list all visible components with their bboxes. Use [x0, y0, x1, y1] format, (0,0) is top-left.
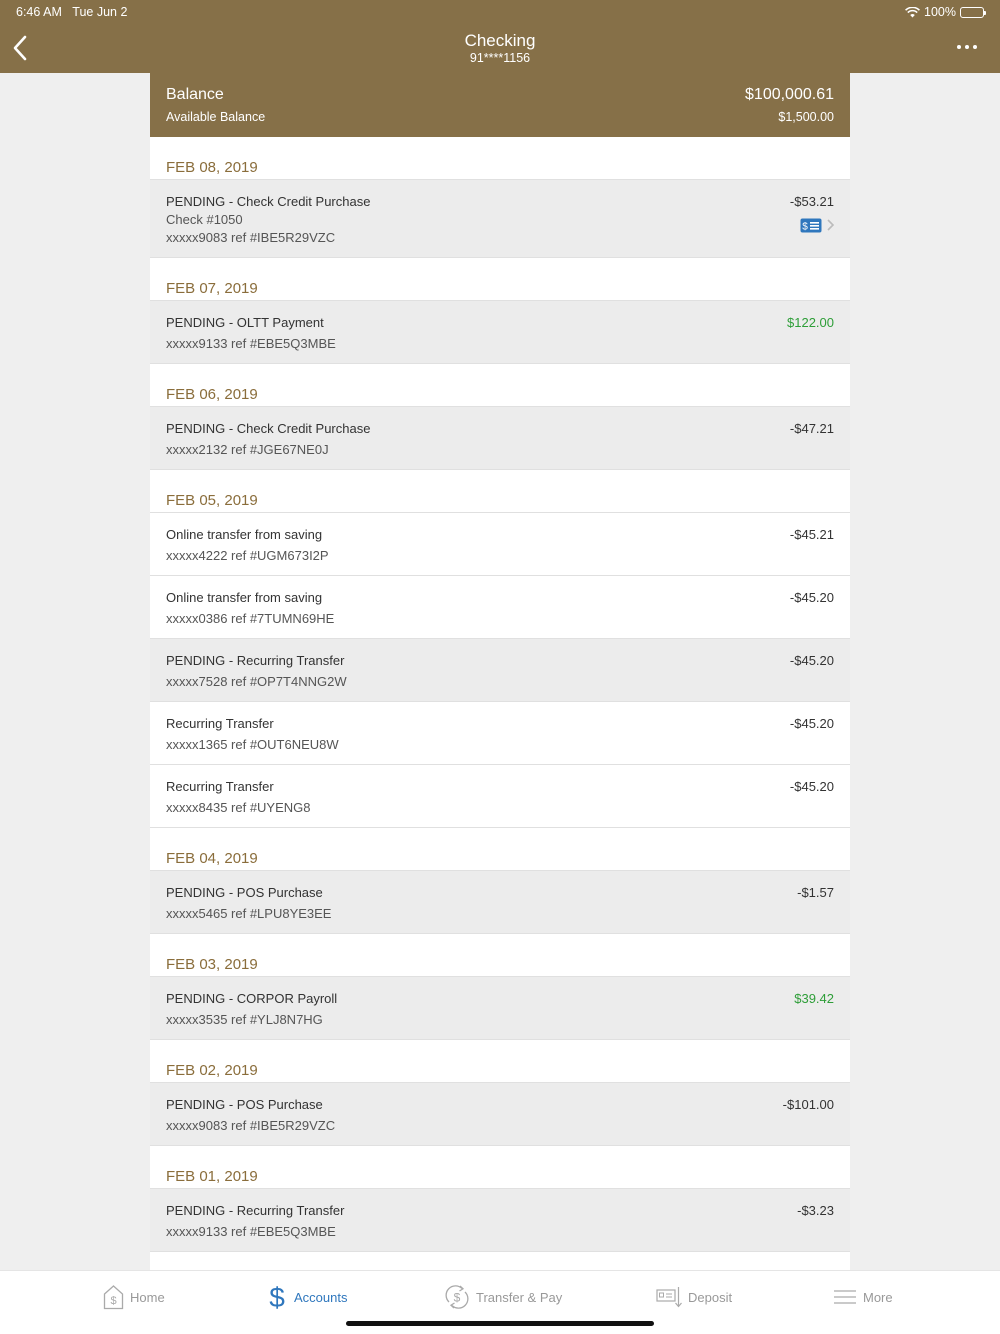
- status-time: 6:46 AM Tue Jun 2: [16, 5, 128, 19]
- transaction-reference: xxxxx2132 ref #JGE67NE0J: [166, 442, 329, 457]
- transaction-amount: -$3.23: [797, 1203, 834, 1218]
- transaction-amount: -$47.21: [789, 421, 834, 436]
- deposit-check-icon: [656, 1285, 682, 1309]
- battery-percent: 100%: [924, 5, 956, 19]
- tab-more[interactable]: [833, 1281, 893, 1313]
- tab-deposit-label: Deposit: [688, 1289, 733, 1305]
- chevron-right-icon: [826, 218, 836, 232]
- transaction-row[interactable]: [150, 407, 850, 470]
- transaction-row[interactable]: [150, 765, 850, 828]
- status-indicators: [905, 5, 984, 19]
- date-header: FEB 07, 2019: [150, 258, 850, 301]
- transaction-amount: $122.00: [787, 315, 834, 330]
- transaction-row[interactable]: [150, 1083, 850, 1146]
- transaction-description: PENDING - Check Credit Purchase: [166, 194, 371, 209]
- transaction-reference: xxxxx3535 ref #YLJ8N7HG: [166, 1012, 323, 1027]
- wifi-icon: [905, 7, 920, 18]
- transaction-reference: xxxxx8435 ref #UYENG8: [166, 800, 311, 815]
- svg-text:$: $: [453, 1290, 461, 1305]
- home-indicator: [346, 1321, 654, 1326]
- tab-transfer-label: Transfer & Pay: [476, 1289, 563, 1305]
- date-header: FEB 01, 2019: [150, 1146, 850, 1189]
- transaction-row[interactable]: [150, 301, 850, 364]
- transaction-description: PENDING - Recurring Transfer: [166, 653, 345, 668]
- balance-value: $100,000.61: [745, 86, 834, 103]
- nav-header: [0, 0, 1000, 73]
- check-number: Check #1050: [166, 212, 243, 227]
- date-header: FEB 05, 2019: [150, 470, 850, 513]
- svg-text:$: $: [110, 1295, 117, 1307]
- svg-text:$: $: [269, 1282, 285, 1312]
- transaction-reference: xxxxx1365 ref #OUT6NEU8W: [166, 737, 339, 752]
- transaction-amount: -$45.20: [789, 779, 834, 794]
- transaction-row[interactable]: [150, 180, 850, 258]
- transaction-amount: -$53.21: [789, 194, 834, 209]
- transfer-cycle-icon: [444, 1284, 470, 1310]
- transaction-description: PENDING - Check Credit Purchase: [166, 421, 371, 436]
- battery-icon: [960, 7, 984, 18]
- tab-transfer-pay[interactable]: [444, 1281, 562, 1313]
- transaction-row[interactable]: [150, 871, 850, 934]
- tab-more-label: More: [863, 1289, 893, 1305]
- transaction-row[interactable]: [150, 702, 850, 765]
- transaction-row[interactable]: [150, 513, 850, 576]
- transaction-list: [150, 137, 850, 1252]
- transaction-amount: $39.42: [794, 991, 834, 1006]
- available-balance-value: $1,500.00: [778, 110, 834, 124]
- date-header: FEB 02, 2019: [150, 1040, 850, 1083]
- transaction-reference: xxxxx9133 ref #EBE5Q3MBE: [166, 336, 336, 351]
- transaction-amount: -$101.00: [782, 1097, 834, 1112]
- transaction-description: PENDING - CORPOR Payroll: [166, 991, 338, 1006]
- transaction-description: Recurring Transfer: [166, 779, 274, 794]
- svg-text:$: $: [802, 221, 808, 233]
- transaction-amount: -$45.21: [789, 527, 834, 542]
- page-title: Checking: [464, 31, 536, 50]
- transaction-reference: xxxxx7528 ref #OP7T4NNG2W: [166, 674, 347, 689]
- transaction-reference: xxxxx9083 ref #IBE5R29VZC: [166, 1118, 336, 1133]
- tab-accounts-label: Accounts: [294, 1289, 348, 1305]
- tab-home[interactable]: [103, 1281, 165, 1313]
- transaction-description: Recurring Transfer: [166, 716, 274, 731]
- transaction-description: PENDING - POS Purchase: [166, 1097, 323, 1112]
- account-detail: [150, 73, 850, 1270]
- date-header: FEB 03, 2019: [150, 934, 850, 977]
- transaction-amount: -$1.57: [797, 885, 834, 900]
- more-options-icon[interactable]: [956, 40, 978, 54]
- menu-lines-icon: [833, 1289, 857, 1305]
- transaction-description: PENDING - POS Purchase: [166, 885, 323, 900]
- transaction-row[interactable]: [150, 1189, 850, 1252]
- transaction-row[interactable]: [150, 576, 850, 639]
- transaction-description: Online transfer from saving: [166, 527, 323, 542]
- check-image-icon[interactable]: [800, 218, 822, 233]
- transaction-row[interactable]: [150, 977, 850, 1040]
- available-balance-label: Available Balance: [166, 110, 266, 124]
- home-dollar-icon: [103, 1284, 124, 1310]
- tab-home-label: Home: [130, 1289, 165, 1305]
- transaction-description: PENDING - OLTT Payment: [166, 315, 324, 330]
- tab-deposit[interactable]: [656, 1281, 732, 1313]
- transaction-row[interactable]: [150, 639, 850, 702]
- transaction-reference: xxxxx4222 ref #UGM673I2P: [166, 548, 329, 563]
- transaction-reference: xxxxx0386 ref #7TUMN69HE: [166, 611, 335, 626]
- balance-panel: [150, 73, 850, 137]
- balance-label: Balance: [166, 86, 224, 103]
- tab-accounts[interactable]: [266, 1281, 347, 1313]
- transaction-description: Online transfer from saving: [166, 590, 323, 605]
- account-number: 91****1156: [469, 51, 531, 65]
- date-header: FEB 06, 2019: [150, 364, 850, 407]
- transaction-amount: -$45.20: [789, 716, 834, 731]
- dollar-icon: [266, 1282, 288, 1312]
- transaction-reference: xxxxx9083 ref #IBE5R29VZC: [166, 230, 336, 245]
- date-header: FEB 04, 2019: [150, 828, 850, 871]
- transaction-reference: xxxxx5465 ref #LPU8YE3EE: [166, 906, 332, 921]
- transaction-description: PENDING - Recurring Transfer: [166, 1203, 345, 1218]
- transaction-amount: -$45.20: [789, 590, 834, 605]
- transaction-amount: -$45.20: [789, 653, 834, 668]
- date-header: FEB 08, 2019: [150, 137, 850, 180]
- transaction-reference: xxxxx9133 ref #EBE5Q3MBE: [166, 1224, 336, 1239]
